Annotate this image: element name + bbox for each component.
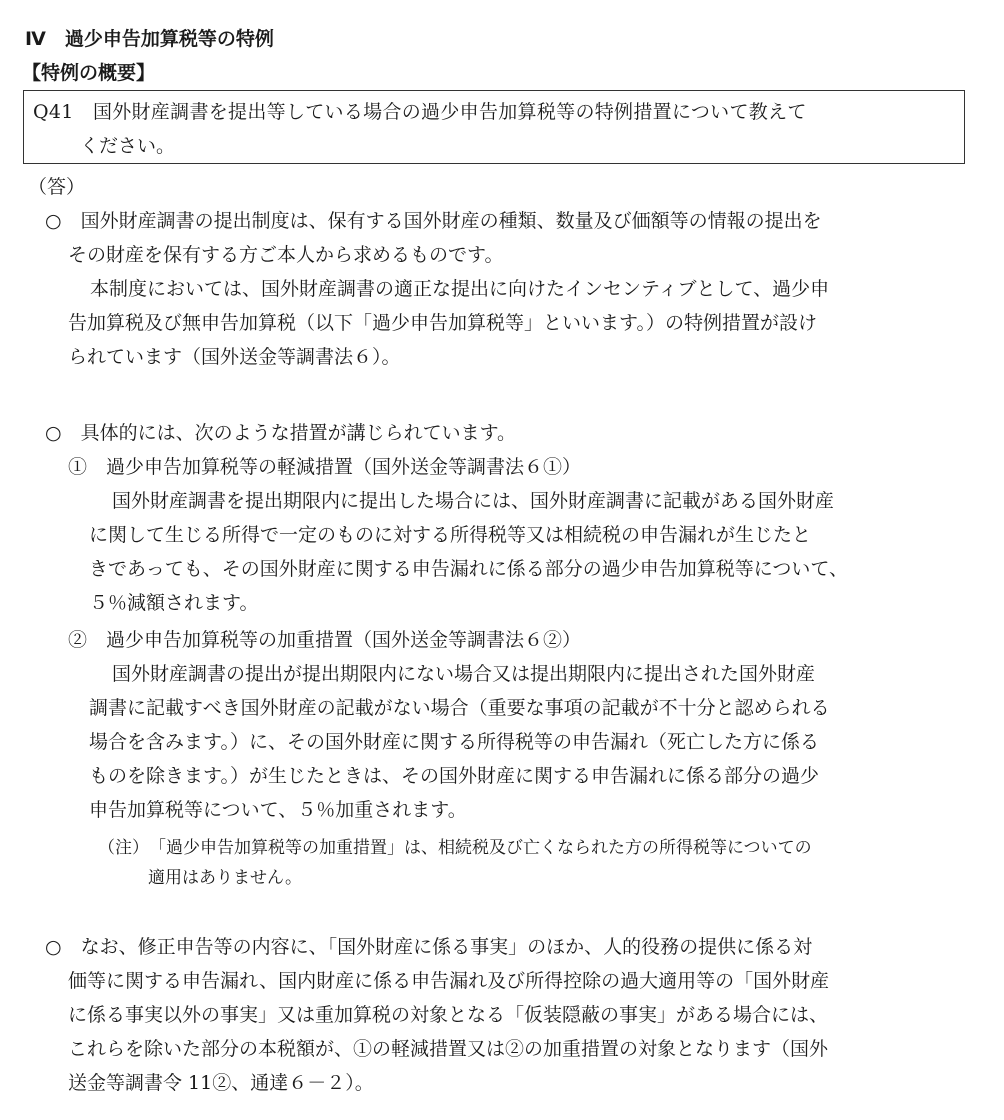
item1-line-2: に関して生じる所得で一定のものに対する所得税等又は相続税の申告漏れが生じたと [89,524,812,546]
p1-line-1: ○ 国外財産調書の提出制度は、保有する国外財産の種類、数量及び価額等の情報の提出を [45,210,822,232]
item1-line-4: ５％減額されます。 [89,592,259,614]
p3-line-1: ○ なお、修正申告等の内容に、「国外財産に係る事実」のほか、人的役務の提供に係る対 [45,936,813,958]
item1-heading: ① 過少申告加算税等の軽減措置（国外送金等調書法６①） [68,456,582,478]
section-title: Ⅳ 過少申告加算税等の特例 [25,28,274,50]
item2-line-2: 調書に記載すべき国外財産の記載がない場合（重要な事項の記載が不十分と認められる [89,697,830,719]
item2-heading: ② 過少申告加算税等の加重措置（国外送金等調書法６②） [68,629,582,651]
subsection-title: 【特例の概要】 [22,62,156,84]
question-line-2: ください。 [80,135,176,157]
p1-line-5: られています（国外送金等調書法６）。 [68,346,401,368]
p1-line-3: 本制度においては、国外財産調書の適正な提出に向けたインセンティブとして、過少申 [90,278,830,300]
item2-line-1: 国外財産調書の提出が提出期限内にない場合又は提出期限内に提出された国外財産 [112,663,816,685]
p1-line-4: 告加算税及び無申告加算税（以下「過少申告加算税等」といいます。）の特例措置が設け [68,312,817,334]
question-line-1: Q41 国外財産調書を提出等している場合の過少申告加算税等の特例措置について教えて [33,101,807,123]
item1-line-1: 国外財産調書を提出期限内に提出した場合には、国外財産調書に記載がある国外財産 [112,490,835,512]
note-line-2: 適用はありません。 [148,868,303,888]
p3-line-5: 送金等調書令 11②、通達６－２）。 [68,1072,374,1094]
p3-line-2: 価等に関する申告漏れ、国内財産に係る申告漏れ及び所得控除の過大適用等の「国外財産 [68,970,830,992]
p2-intro: ○ 具体的には、次のような措置が講じられています。 [45,422,517,444]
note-line-1: （注） 「過少申告加算税等の加重措置」は、相続税及び亡くなられた方の所得税等についての [98,838,812,858]
item2-line-5: 申告加算税等について、５％加重されます。 [89,799,467,821]
item1-line-3: きであっても、その国外財産に関する申告漏れに係る部分の過少申告加算税等について、 [89,558,849,580]
answer-label: （答） [28,176,86,198]
p3-line-4: これらを除いた部分の本税額が、①の軽減措置又は②の加重措置の対象となります（国外 [68,1038,829,1060]
p1-line-2: その財産を保有する方ご本人から求めるものです。 [68,244,504,266]
p3-line-3: に係る事実以外の事実」又は重加算税の対象となる「仮装隠蔽の事実」がある場合には、 [68,1004,829,1026]
item2-line-4: ものを除きます。）が生じたときは、その国外財産に関する申告漏れに係る部分の過少 [89,765,819,787]
item2-line-3: 場合を含みます。）に、その国外財産に関する所得税等の申告漏れ（死亡した方に係る [89,731,819,753]
